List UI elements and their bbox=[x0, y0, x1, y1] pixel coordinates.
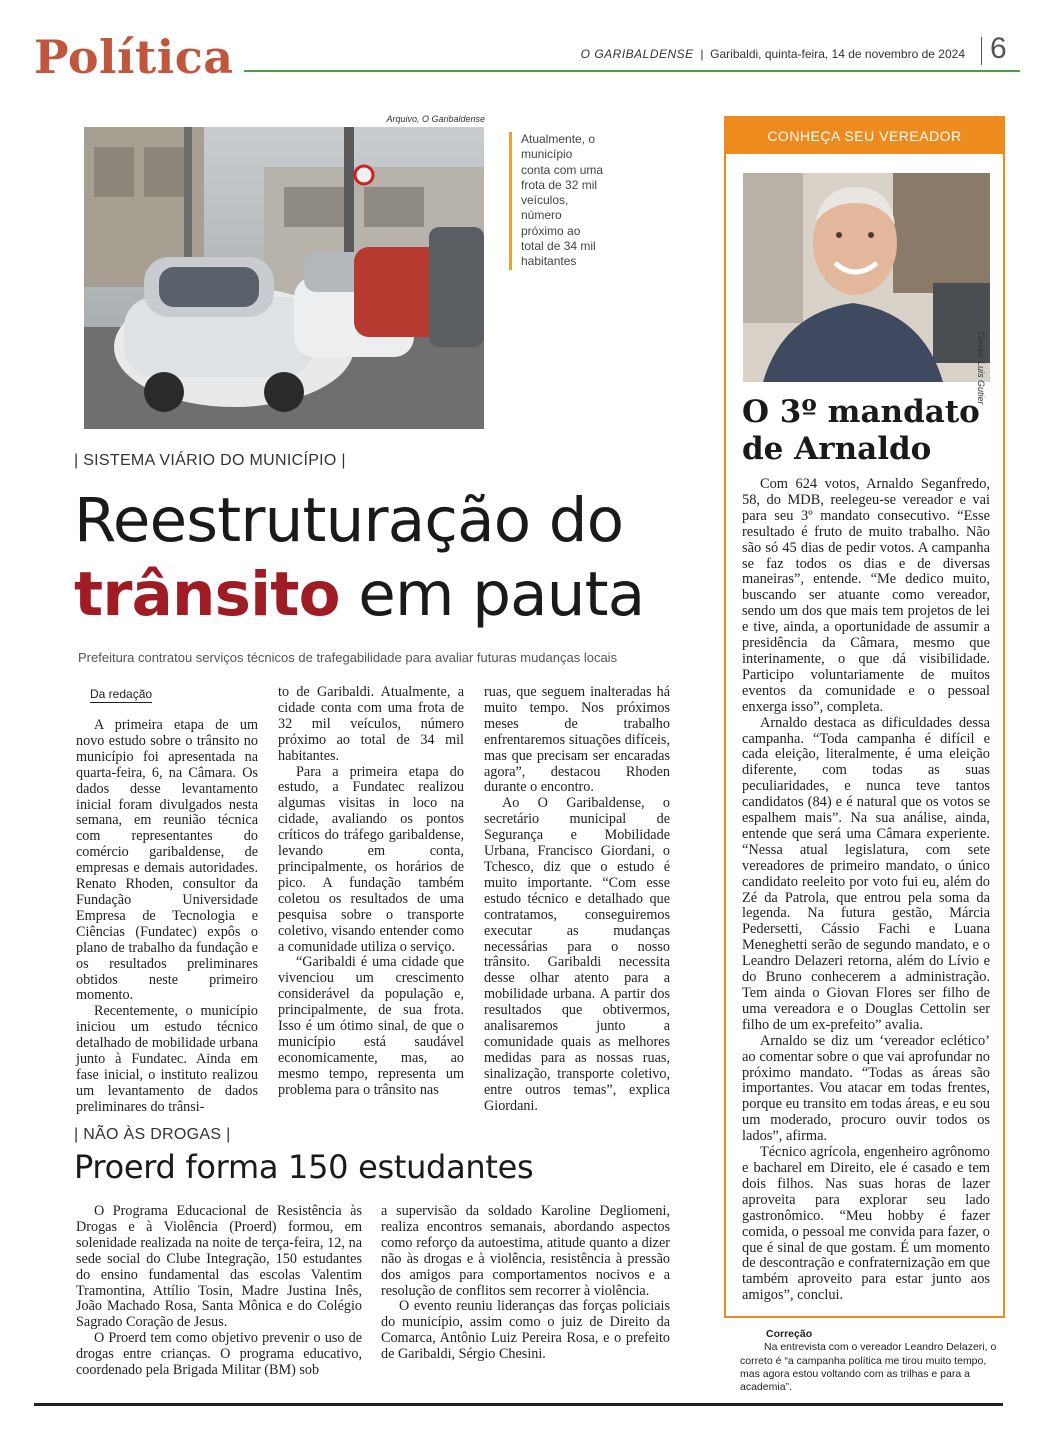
byline: Da redação bbox=[90, 687, 153, 701]
headline-highlight: trânsito bbox=[74, 559, 340, 630]
masthead bbox=[560, 47, 965, 61]
bottom-rule bbox=[34, 1403, 1003, 1406]
paragraph: “Garibaldi é uma cidade que vivenciou um crescimento considerável da população e, principalmente, de sua frota. Isso é um ótimo sinal, de que o município está saudável economicamente, mas, ao mesmo tempo, representa um problema para o trânsito nas bbox=[278, 954, 464, 1098]
councilman-photo bbox=[743, 173, 990, 382]
sidebar-header: CONHEÇA SEU VEREADOR bbox=[724, 116, 1005, 154]
paragraph: Técnico agrícola, engenheiro agrônomo e bacharel em Direito, ele é casado e tem dois filhos. Nas suas horas de lazer aproveita para explorar seu lado gastronômico. “Meu hobby é fazer comida, o pessoal me convida para fazer, o que é sinal de que gostam. É um momento de descontração e confraternização em que também aproveito para estar junto aos amigos”, conclui. bbox=[742, 1144, 990, 1304]
paragraph: Com 624 votos, Arnaldo Seganfredo, 58, do MDB, reelegeu-se vereador e vai para seu 3º mandato consecutivo. “Esse resultado é fruto de muito trabalho. Não são só 45 dias de pedir votos. A campanha se faz todos os dias e de diversas maneiras”, entende. “Me dedico muito, buscando ser atuante como vereador, sendo um dos que mais tem projetos de lei e tive, ainda, a oportunidade de assumir a presidência da Câmara, mesmo que interinamente, o que dá visibilidade. Participo voluntariamente de muitos eventos da comunidade e o pessoal enxerga isso”, completa. bbox=[742, 476, 990, 715]
correction-title: Correção bbox=[766, 1328, 813, 1340]
page-number-divider bbox=[981, 37, 982, 65]
headline-line2 bbox=[74, 558, 644, 632]
portrait-illustration bbox=[743, 173, 990, 382]
paragraph: Arnaldo destaca as dificuldades dessa campanha. “Toda campanha é difícil e cada eleição, literalmente, é uma eleição diferente, com todas as suas peculiaridades, e nunca teve tantos candidatos (84) e é natural que os votos se espalhem mais”. Na sua análise, ainda, entende que será uma Câmara experiente. “Nessa atual legislatura, com sete vereadores de primeiro mandato, o único candidato reeleito por voto fui eu, além do Zé da Patrola, que entrou pela soma da legenda. Na futura gestão, Márcia Pedersetti, Cássio Fachi e Luana Meneghetti serão de segundo mandato, e o Leandro Delazeri retorna, além do Lívio e do Bruno conhecerem a administração. Tem ainda o Giovan Flores ser filho de uma vereadora e o Douglas Cettolin ser filho de um ex-prefeito” avalia. bbox=[742, 714, 990, 1033]
headline-rest: em pauta bbox=[339, 559, 645, 630]
dateline: Garibaldi, quinta-feira, 14 de novembro de 2024 bbox=[710, 47, 965, 61]
section-title: Política bbox=[34, 30, 234, 84]
proerd-column-1 bbox=[76, 1204, 362, 1379]
sidebar-column bbox=[742, 477, 990, 1304]
sidebar-photo-credit: Gesler Luis Gutier bbox=[976, 332, 986, 405]
masthead-separator: | bbox=[700, 47, 704, 61]
article-column-1 bbox=[76, 718, 258, 1116]
proerd-headline: Proerd forma 150 estudantes bbox=[74, 1148, 534, 1186]
paper-name: O GARIBALDENSE bbox=[580, 47, 694, 61]
page-number: 6 bbox=[990, 32, 1007, 65]
paragraph: A primeira etapa de um novo estudo sobre o trânsito no município foi apresentada na quarta-feira, 6, na Câmara. Os dados desse levantamento inicial foram divulgados nesta semana, em reunião técnica com representantes do comércio garibaldense, de empresas e demais autoridades. Renato Rhoden, consultor da Fundação Universidade Empresa de Tecnologia e Ciências (Fundatec) expôs o plano de trabalho da fundação e os resultados preliminares obtidos neste primeiro momento. bbox=[76, 717, 258, 1004]
article-column-3 bbox=[484, 685, 670, 1114]
correction-box bbox=[740, 1328, 1002, 1394]
paragraph: to de Garibaldi. Atualmente, a cidade conta com uma frota de 32 mil veículos, número próximo ao total de 34 mil habitantes. bbox=[278, 684, 464, 764]
article-kicker: | SISTEMA VIÁRIO DO MUNICÍPIO | bbox=[74, 452, 346, 469]
paragraph: O Proerd tem como objetivo prevenir o uso de drogas entre crianças. O programa educativo, coordenado pela Brigada Militar (BM) sob bbox=[76, 1330, 362, 1379]
headline-line1: Reestruturação do bbox=[74, 485, 624, 556]
paragraph: O Programa Educacional de Resistência às Drogas e à Violência (Proerd) formou, em solenidade realizada na noite de terça-feira, 12, na sede social do Clube Integração, 150 estudantes do ensino fundamental das escolas Valentim Tramontina, Attílio Tosin, Madre Justina Inês, João Machado Rosa, Santa Mônica e do Colégio Sagrado Coração de Jesus. bbox=[76, 1203, 362, 1331]
article-subtitle: Prefeitura contratou serviços técnicos de trafegabilidade para avaliar futuras mudanças locais bbox=[78, 650, 618, 665]
traffic-photo-illustration bbox=[84, 127, 484, 429]
paragraph: Recentemente, o município iniciou um estudo técnico detalhado de mobilidade urbana junto à Fundatec. Ainda em fase inicial, o instituto realizou um levantamento de dados preliminares do trânsi- bbox=[76, 1003, 258, 1115]
paragraph: ruas, que seguem inalteradas há muito tempo. Nos próximos meses de trabalho enfrentaremos situações difíceis, mas que precisam ser encaradas agora”, destacou Rhoden durante o encontro. bbox=[484, 684, 670, 796]
traffic-photo bbox=[84, 127, 484, 429]
correction-text: Na entrevista com o vereador Leandro Delazeri, o correto é “a campanha política me tirou muito tempo, mas agora estou voltando com as trilhas e para a academia”. bbox=[740, 1341, 997, 1394]
header-rule bbox=[244, 70, 1020, 72]
article-column-2 bbox=[278, 685, 464, 1099]
proerd-column-2 bbox=[381, 1204, 670, 1363]
proerd-kicker: | NÃO ÀS DROGAS | bbox=[74, 1126, 231, 1143]
photo-caption: Atualmente, o município conta com uma frota de 32 mil veículos, número próximo ao total de 34 mil habitantes bbox=[509, 132, 604, 270]
sidebar-headline-line2: de Arnaldo bbox=[742, 431, 932, 467]
paragraph: a supervisão da soldado Karoline Degliomeni, realiza encontros semanais, abordando aspectos como reforço da autoestima, atitude quanto a dizer não às drogas e à violência, resistência à pressão dos amigos para comportamentos nocivos e a resolução de conflitos sem recorrer à violência. bbox=[381, 1203, 670, 1299]
paragraph: Ao O Garibaldense, o secretário municipal de Segurança e Mobilidade Urbana, Francisco Giordani, o Tchesco, diz que o estudo é muito importante. “Com esse estudo técnico e detalhado que contratamos, conseguiremos executar as mudanças necessárias para o nosso trânsito. Garibaldi necessita desse olhar atento para a mobilidade urbana. A partir dos resultados que obtivermos, analisaremos junto a comunidade quais as melhores medidas para as nossas ruas, sinalização, transporte coletivo, entre outros temas”, explica Giordani. bbox=[484, 795, 670, 1114]
photo-credit: Arquivo, O Garibaldense bbox=[386, 114, 485, 124]
paragraph: Para a primeira etapa do estudo, a Fundatec realizou algumas visitas in loco na cidade, avaliando os pontos críticos do tráfego garibaldense, levando em conta, principalmente, os horários de pico. A fundação também coletou os resultados de uma pesquisa sobre o transporte coletivo, visando entender como a comunidade utiliza o serviço. bbox=[278, 763, 464, 955]
paragraph: O evento reuniu lideranças das forças policiais do município, assim como o juiz de Direito da Comarca, Antônio Luiz Pereira Rosa, e o prefeito de Garibaldi, Sérgio Chesini. bbox=[381, 1298, 670, 1363]
sidebar-headline-line1: O 3º mandato bbox=[742, 394, 980, 430]
sidebar-headline bbox=[742, 394, 980, 468]
paragraph: Arnaldo se diz um ‘vereador eclético’ ao comentar sobre o que vai aprofundar no próximo mandato. “Todas as áreas são importantes. Vou atacar em todas frentes, porque eu transito em todas áreas, e eu sou um moderado, procuro ouvir todos os lados”, afirma. bbox=[742, 1032, 990, 1145]
article-headline bbox=[74, 484, 644, 632]
